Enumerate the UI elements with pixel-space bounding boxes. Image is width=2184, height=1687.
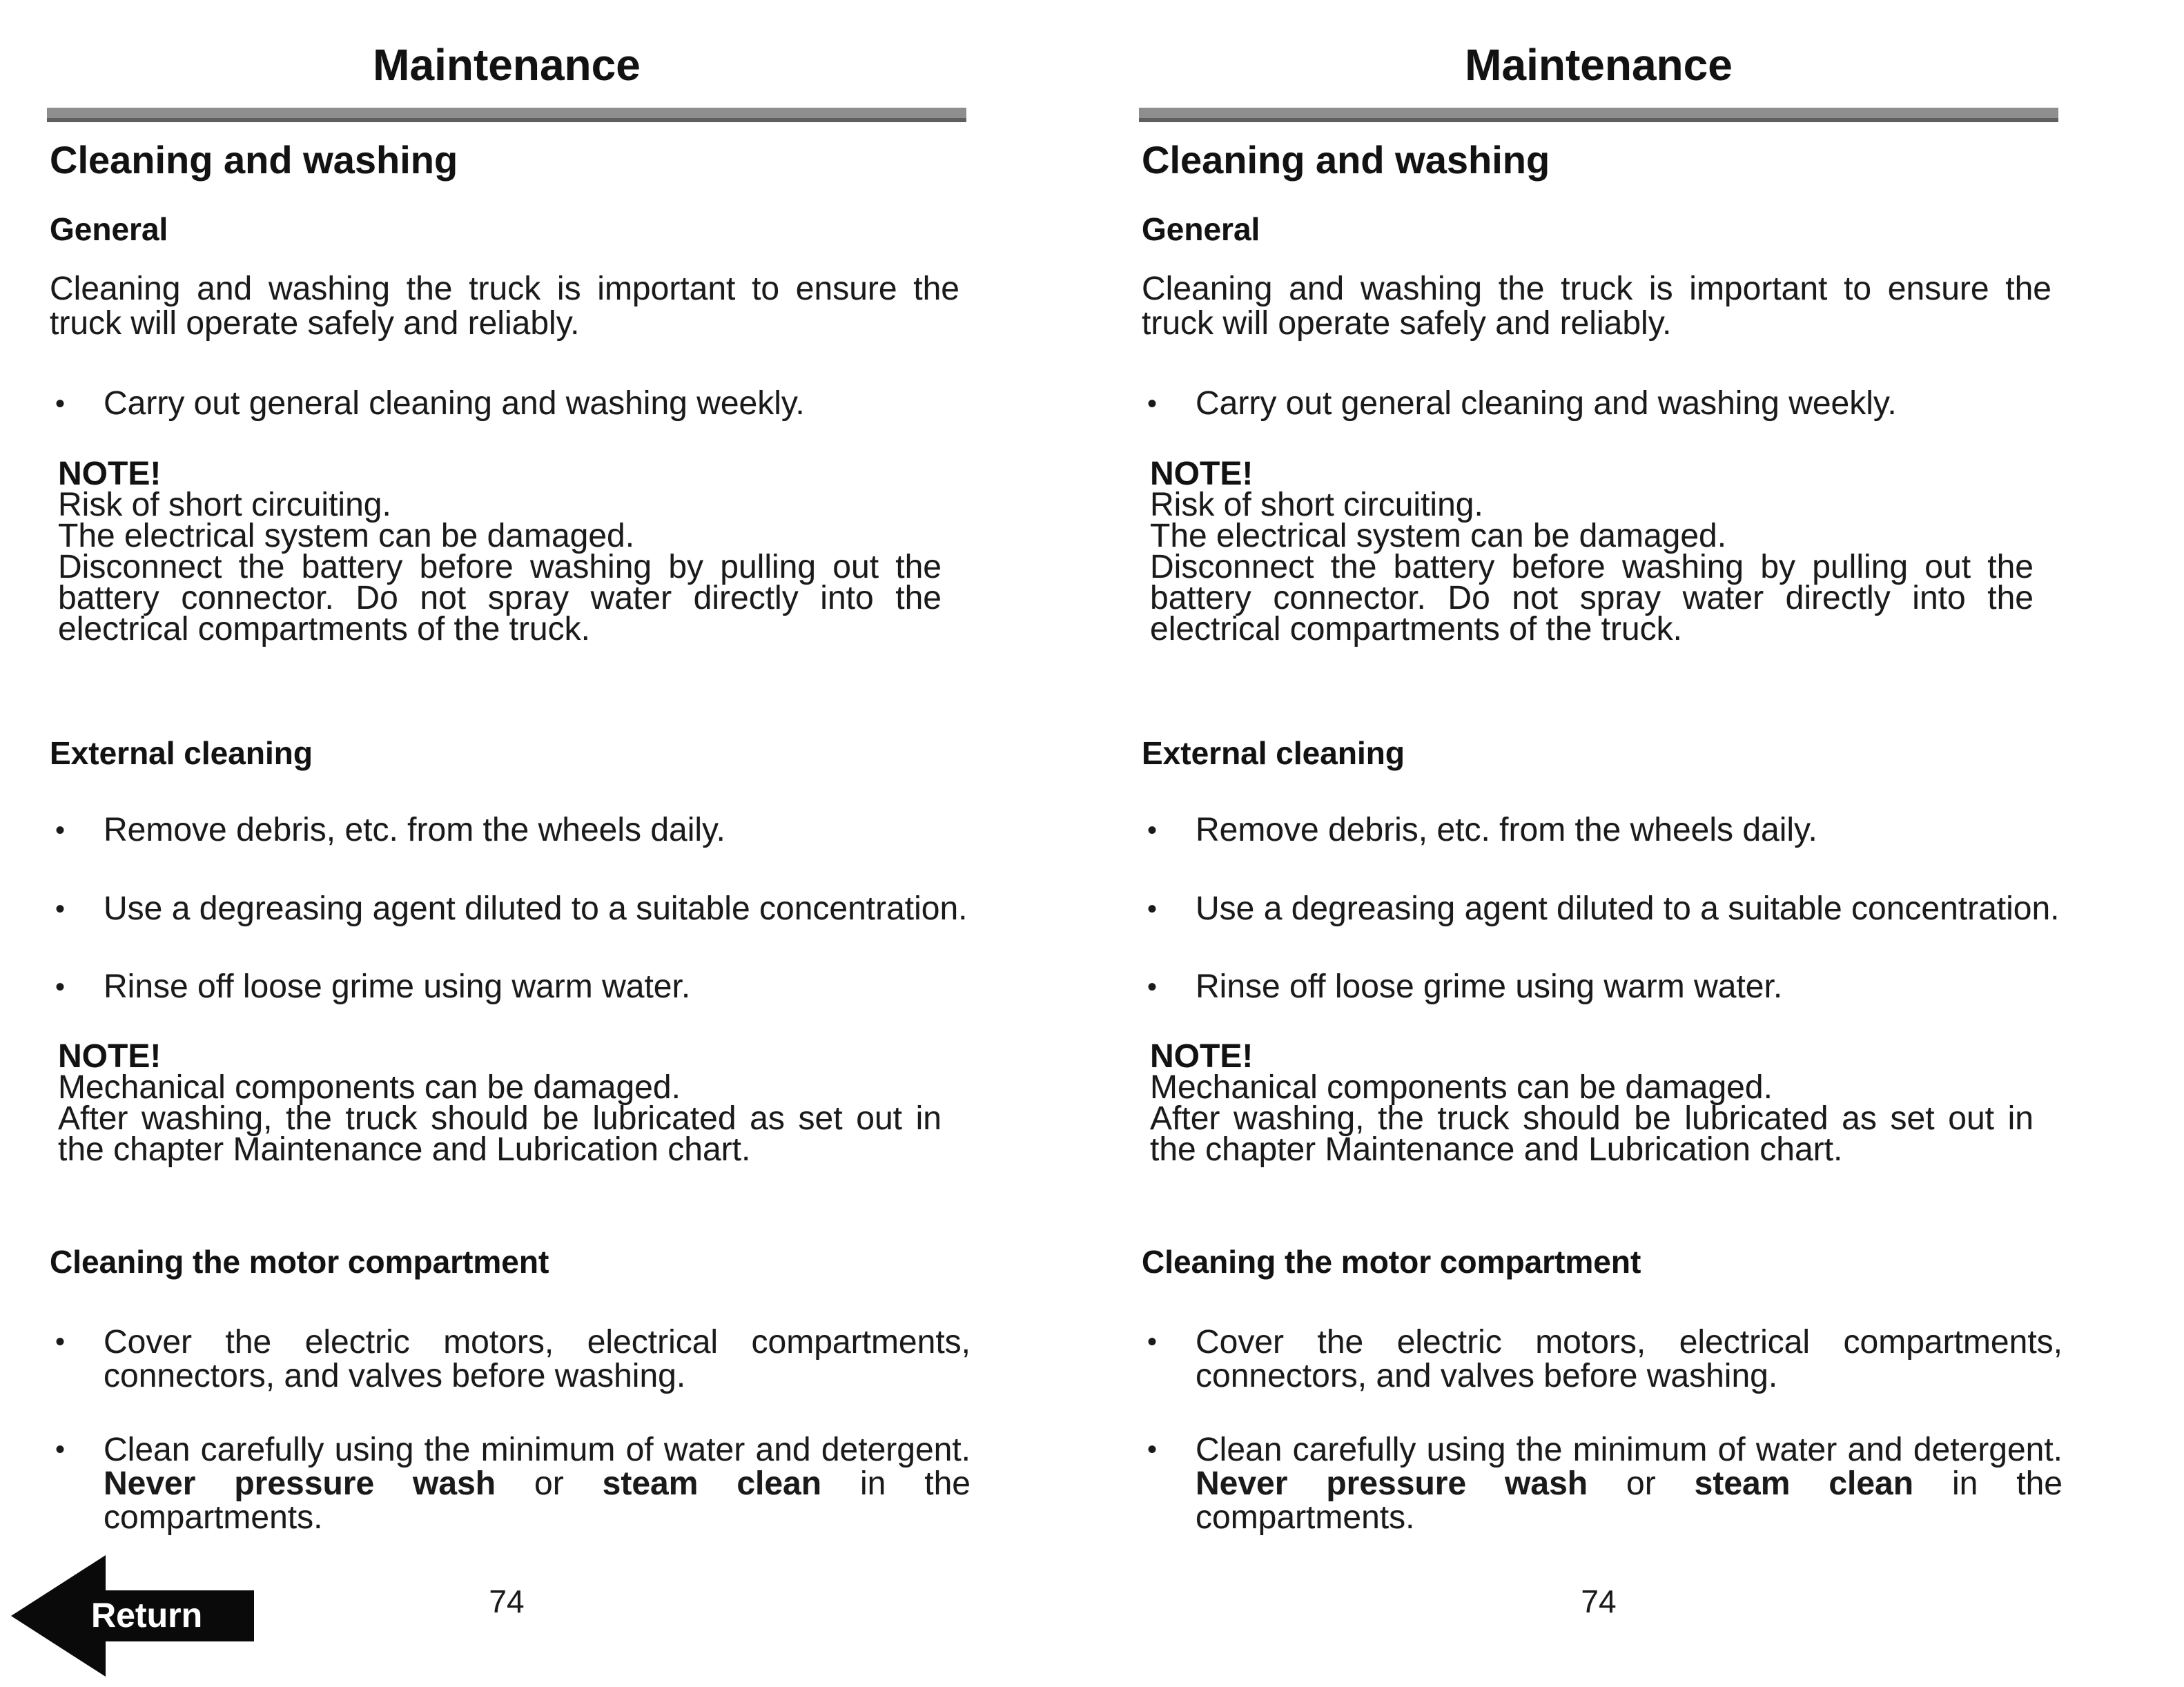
bullet-icon: •	[1147, 1327, 1158, 1357]
note-paragraph: After washing, the truck should be lubricated as set out in the chapter Maintenance and Lubrication chart.	[58, 1100, 942, 1168]
bullet-text: Rinse off loose grime using warm water.	[104, 968, 691, 1005]
list-item	[55, 813, 971, 848]
heading-motor-compartment: Cleaning the motor compartment	[1142, 1244, 1641, 1280]
bullet-icon: •	[55, 894, 66, 924]
page-title: Maintenance	[373, 40, 641, 90]
list-item	[1147, 387, 2063, 421]
note-paragraph: Disconnect the battery before washing by pulling out the battery connector. Do not spray water directly into the electrical compartments of the truck.	[58, 549, 942, 647]
bullet-text: Cover the electric motors, electrical compartments, connectors, and valves before washing.	[104, 1324, 971, 1394]
note-title: NOTE!	[58, 456, 162, 492]
header-rule	[47, 108, 966, 122]
bullet-text-segment: in the compartments.	[104, 1465, 971, 1536]
note-title: NOTE!	[1150, 1038, 1254, 1075]
bullet-icon: •	[1147, 972, 1158, 1002]
note-block	[1150, 458, 2034, 645]
note-line: Mechanical components can be damaged.	[1150, 1069, 1773, 1106]
heading-general: General	[50, 211, 168, 247]
list-item	[1147, 813, 2063, 848]
bullet-icon: •	[1147, 389, 1158, 419]
note-paragraph: Disconnect the battery before washing by pulling out the battery connector. Do not spray water directly into the electrical compartments of the truck.	[1150, 549, 2034, 647]
heading-external-cleaning: External cleaning	[50, 735, 313, 771]
page-title: Maintenance	[1465, 40, 1733, 90]
bullet-icon: •	[55, 389, 66, 419]
bullet-icon: •	[1147, 1434, 1158, 1465]
heading-general: General	[1142, 211, 1260, 247]
bullet-text-segment: or	[1588, 1465, 1695, 1502]
section-title: Cleaning and washing	[1142, 138, 1550, 182]
note-paragraph: After washing, the truck should be lubricated as set out in the chapter Maintenance and Lubrication chart.	[1150, 1100, 2034, 1168]
note-block	[58, 1038, 942, 1168]
bullet-icon: •	[1147, 894, 1158, 924]
bullet-text: Remove debris, etc. from the wheels daily.	[1196, 812, 1817, 848]
list-item	[55, 970, 971, 1004]
bullet-text-bold: Never pressure wash	[104, 1465, 496, 1502]
bullet-text-segment: Clean carefully using the minimum of water and detergent.	[104, 1432, 971, 1468]
note-line: Mechanical components can be damaged.	[58, 1069, 681, 1106]
bullet-text: Carry out general cleaning and washing weekly.	[1196, 385, 1897, 422]
page-number: 74	[1581, 1583, 1617, 1619]
page-number: 74	[489, 1583, 525, 1619]
list-item	[55, 1433, 971, 1534]
bullet-icon: •	[55, 1327, 66, 1357]
bullet-text	[104, 1433, 971, 1534]
bullet-text-bold: steam clean	[602, 1465, 822, 1502]
list-item	[1147, 1433, 2063, 1534]
note-title: NOTE!	[58, 1038, 162, 1075]
bullet-text-segment: in the compartments.	[1196, 1465, 2063, 1536]
bullet-text: Remove debris, etc. from the wheels daily.	[104, 812, 725, 848]
manual-page-right	[1092, 0, 2184, 1687]
bullet-text-bold: Never pressure wash	[1196, 1465, 1588, 1502]
bullet-text: Use a degreasing agent diluted to a suitable concentration.	[1196, 890, 2060, 927]
list-item	[1147, 970, 2063, 1004]
note-line: The electrical system can be damaged.	[1150, 518, 1727, 554]
note-title: NOTE!	[1150, 456, 1254, 492]
bullet-text-segment: Clean carefully using the minimum of water and detergent.	[1196, 1432, 2063, 1468]
list-item	[55, 892, 971, 926]
bullet-icon: •	[55, 815, 66, 846]
bullet-icon: •	[55, 972, 66, 1002]
list-item	[1147, 892, 2063, 926]
list-item	[55, 387, 971, 421]
note-block	[58, 458, 942, 645]
list-item	[1147, 1325, 2063, 1393]
note-line: Risk of short circuiting.	[1150, 487, 1483, 523]
bullet-text: Use a degreasing agent diluted to a suitable concentration.	[104, 890, 968, 927]
bullet-text-bold: steam clean	[1694, 1465, 1914, 1502]
bullet-icon: •	[1147, 815, 1158, 846]
general-paragraph: Cleaning and washing the truck is important to ensure the truck will operate safely and reliably.	[50, 271, 959, 342]
bullet-text	[1196, 1433, 2063, 1534]
bullet-text: Rinse off loose grime using warm water.	[1196, 968, 1783, 1005]
heading-external-cleaning: External cleaning	[1142, 735, 1405, 771]
note-line: The electrical system can be damaged.	[58, 518, 635, 554]
bullet-text-segment: or	[496, 1465, 603, 1502]
general-paragraph: Cleaning and washing the truck is important to ensure the truck will operate safely and reliably.	[1142, 271, 2051, 342]
bullet-icon: •	[55, 1434, 66, 1465]
bullet-text: Cover the electric motors, electrical compartments, connectors, and valves before washing.	[1196, 1324, 2063, 1394]
section-title: Cleaning and washing	[50, 138, 458, 182]
heading-motor-compartment: Cleaning the motor compartment	[50, 1244, 549, 1280]
return-label: Return	[91, 1596, 203, 1635]
note-block	[1150, 1038, 2034, 1168]
return-button[interactable]	[11, 1554, 254, 1677]
note-line: Risk of short circuiting.	[58, 487, 391, 523]
header-rule	[1139, 108, 2058, 122]
bullet-text: Carry out general cleaning and washing weekly.	[104, 385, 805, 422]
list-item	[55, 1325, 971, 1393]
